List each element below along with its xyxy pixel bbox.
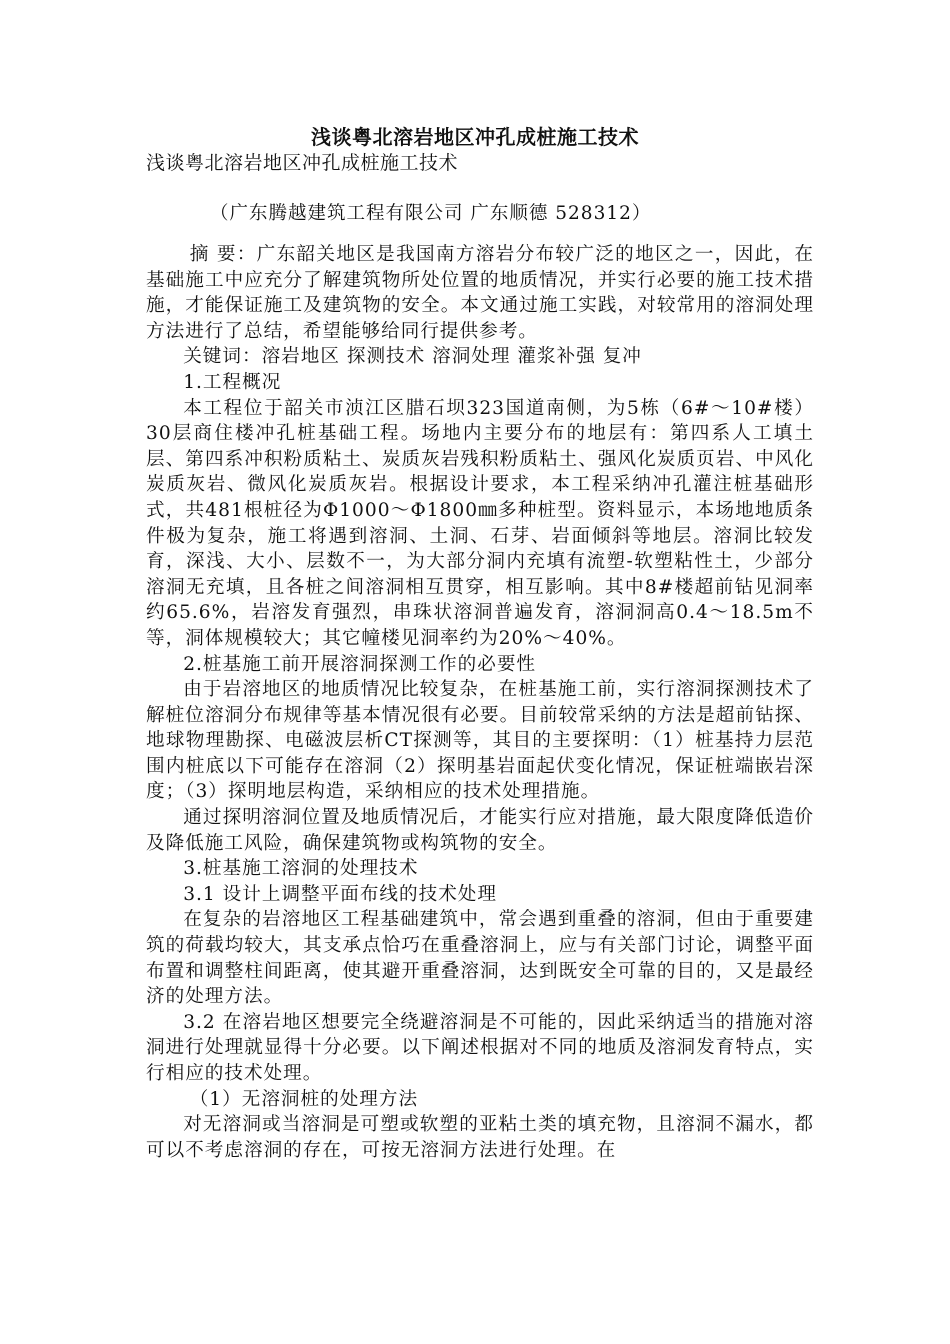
- body-paragraph: 通过探明溶洞位置及地质情况后，才能实行应对措施，最大限度降低造价及降低施工风险，确保建筑物或构筑物的安全。: [146, 807, 814, 854]
- section-heading: 3.桩基施工溶洞的处理技术: [183, 858, 419, 880]
- body-paragraph: 由于岩溶地区的地质情况比较复杂，在桩基施工前，实行溶洞探测技术了解桩位溶洞分布规律等基本情况很有必要。目前较常采纳的方法是超前钻探、地球物理勘探、电磁波层析CT探测等，其目的主要探明：（1）桩基持力层范围内桩底以下可能存在溶洞（2）探明基岩面起伏变化情况，保证桩端嵌岩深度；（3）探明地层构造，采纳相应的技术处理措施。: [146, 679, 814, 803]
- body-paragraph: 对无溶洞或当溶洞是可塑或软塑的亚粘土类的填充物，且溶洞不漏水，都可以不考虑溶洞的存在，可按无溶洞方法进行处理。在: [146, 1114, 814, 1161]
- subsection-heading: （1）无溶洞桩的处理方法: [189, 1088, 419, 1110]
- author-affiliation: （广东腾越建筑工程有限公司 广东顺德 528312）: [210, 203, 652, 224]
- abstract-paragraph: 摘 要：广东韶关地区是我国南方溶岩分布较广泛的地区之一，因此，在基础施工中应充分了解建筑物所处位置的地质情况，并实行必要的施工技术措施，才能保证施工及建筑物的安全。本文通过施工实践，对较常用的溶洞处理方法进行了总结，希望能够给同行提供参考。: [146, 244, 814, 342]
- document-title: 浅谈粤北溶岩地区冲孔成桩施工技术: [311, 125, 639, 149]
- subsection-heading: 3.1 设计上调整平面布线的技术处理: [183, 883, 497, 905]
- body-paragraph: 3.2 在溶岩地区想要完全绕避溶洞是不可能的，因此采纳适当的措施对溶洞进行处理就显得十分必要。以下阐述根据对不同的地质及溶洞发育特点，实行相应的技术处理。: [146, 1011, 814, 1084]
- document-body: [146, 242, 814, 1163]
- document-subtitle: 浅谈粤北溶岩地区冲孔成桩施工技术: [146, 152, 459, 174]
- section-heading: 2.桩基施工前开展溶洞探测工作的必要性: [183, 653, 537, 675]
- keywords-line: 关键词：溶岩地区 探测技术 溶洞处理 灌浆补强 复冲: [183, 346, 642, 368]
- section-heading: 1.工程概况: [183, 371, 282, 393]
- body-paragraph: 在复杂的岩溶地区工程基础建筑中，常会遇到重叠的溶洞，但由于重要建筑的荷载均较大，其支承点恰巧在重叠溶洞上，应与有关部门讨论，调整平面布置和调整柱间距离，使其避开重叠溶洞，达到既安全可靠的目的，又是最经济的处理方法。: [146, 909, 814, 1008]
- body-paragraph: 本工程位于韶关市浈江区腊石坝323国道南侧，为5栋（6#～10#楼）30层商住楼冲孔桩基础工程。场地内主要分布的地层有：第四系人工填土层、第四系冲积粉质粘土、炭质灰岩残积粉质粘土、强风化炭质页岩、中风化炭质灰岩、微风化炭质灰岩。根据设计要求，本工程采纳冲孔灌注桩基础形式，共481根桩径为Φ1000～Φ1800㎜多种桩型。资料显示，本场地地质条件极为复杂，施工将遇到溶洞、土洞、石芽、岩面倾斜等地层。溶洞比较发育，深浅、大小、层数不一，为大部分洞内充填有流塑-软塑粘性土，少部分溶洞无充填，且各桩之间溶洞相互贯穿，相互影响。其中8#楼超前钻见洞率约65.6%，岩溶发育强烈，串珠状溶洞普遍发育，溶洞洞高0.4～18.5m不等，洞体规模较大；其它幢楼见洞率约为20%～40%。: [146, 397, 814, 649]
